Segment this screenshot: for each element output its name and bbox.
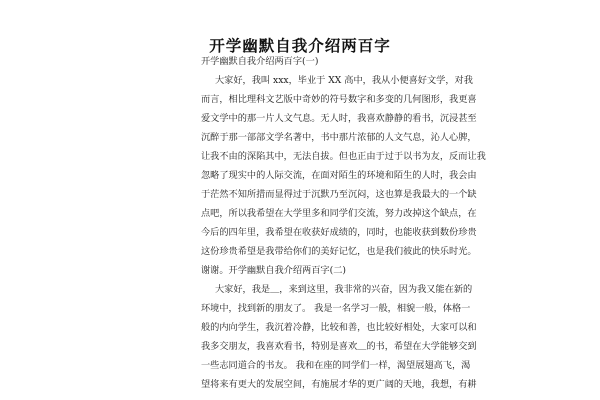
paragraph-line: 我多交朋友，我喜欢看书，特别是喜欢＿的书，希望在大学能够交到 xyxy=(201,341,477,352)
paragraph-line: 忽略了现实中的人际交流，在面对陌生的环境和陌生的人时，我会由 xyxy=(201,170,477,181)
paragraph-line: 今后的四年里，我希望在收获好成绩的，同时，也能收获到数份珍贵 xyxy=(201,227,477,238)
paragraph-line: 于茫然不知所措而显得过于沉默乃至沉闷，这也算是我最大的一个缺 xyxy=(201,189,477,200)
paragraph-line: 望将来有更大的发展空间，有施展才华的更广阔的天地，我想，有耕 xyxy=(201,379,477,390)
paragraph-line: 爱文学中的那一片人文气息。无人时，我喜欢静静的看书，沉浸甚至 xyxy=(201,113,477,124)
paragraph-line: 点吧，所以我希望在大学里多和同学们交流，努力改掉这个缺点，在 xyxy=(201,208,477,219)
paragraph-line: 大家好，我是＿，来到这里，我非常的兴奋，因为我又能在新的 xyxy=(215,284,473,295)
paragraph-line: 让我不由的深陷其中，无法自拔。但也正由于过于以书为友，反而让我 xyxy=(201,151,486,162)
paragraph-line: 一些志同道合的书友。 我和在座的同学们一样，渴望展翅高飞，渴 xyxy=(201,360,471,371)
paragraph-line: 沉醉于那一部部文学名著中，书中那片浓郁的人文气息，沁人心脾， xyxy=(201,132,477,143)
section-heading-2: 谢谢。开学幽默自我介绍两百字(二) xyxy=(201,265,346,276)
paragraph-line: 大家好，我叫 xxx，毕业于 XX 高中，我从小便喜好文学，对我 xyxy=(215,75,473,86)
paragraph-line: 这份珍贵希望是我带给你们的美好记忆，也是我们彼此的快乐时光。 xyxy=(201,246,477,257)
document-title: 开学幽默自我介绍两百字 xyxy=(209,37,391,55)
paragraph-line: 而言，相比理科文艺版中奇妙的符号数字和多变的几何图形，我更喜 xyxy=(201,94,477,105)
paragraph-line: 环境中，找到新的朋友了。 我是一名学习一般，相貌一般，体格一 xyxy=(201,303,471,314)
section-heading-1: 开学幽默自我介绍两百字(一) xyxy=(201,56,319,67)
paragraph-line: 般的内向学生，我沉着冷静，比较和善，也比较好相处，大家可以和 xyxy=(201,322,477,333)
